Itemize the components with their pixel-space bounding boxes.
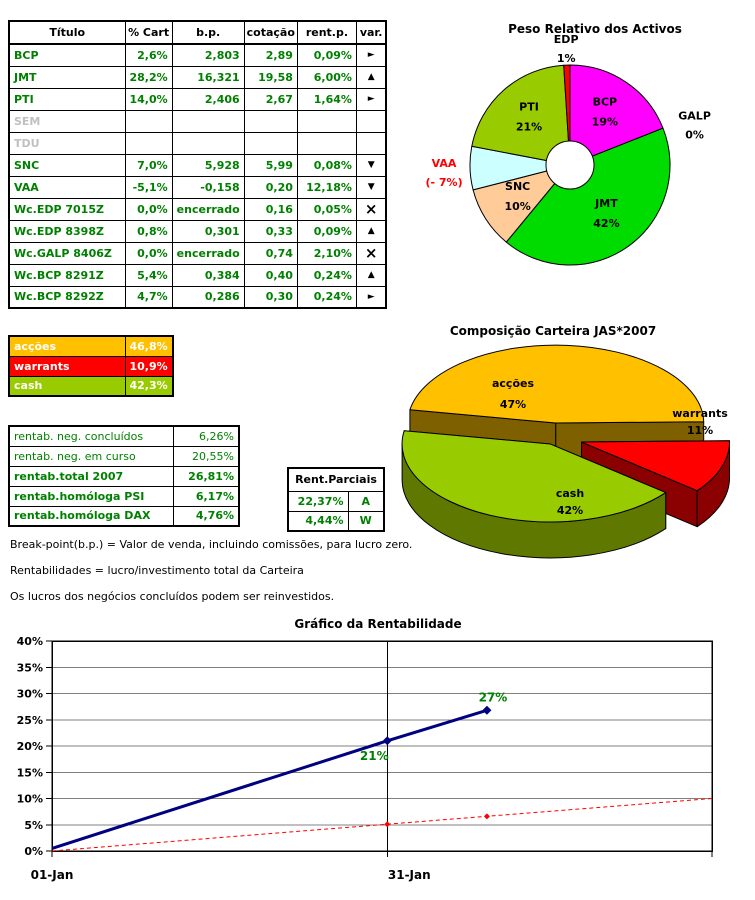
cell-titulo[interactable]: JMT bbox=[9, 66, 125, 88]
returns-label[interactable]: rentab.homóloga PSI bbox=[9, 486, 173, 506]
cell-rentp[interactable]: 1,64% bbox=[297, 88, 356, 110]
cell-titulo[interactable]: Wc.BCP 8291Z bbox=[9, 264, 125, 286]
cell-cotacao[interactable]: 2,67 bbox=[244, 88, 297, 110]
chart-text: 42% bbox=[556, 504, 584, 517]
chart-text: 31-Jan bbox=[387, 868, 431, 882]
chart-text: Peso Relativo dos Activos bbox=[508, 22, 682, 36]
donut-hole bbox=[546, 141, 594, 189]
cell-bp[interactable]: 2,406 bbox=[172, 88, 244, 110]
chart-text: GALP bbox=[678, 109, 711, 123]
returns-value[interactable]: 26,81% bbox=[173, 466, 239, 486]
returns-row bbox=[9, 426, 239, 446]
partial-returns-code[interactable]: W bbox=[348, 511, 384, 531]
portfolio-row-sem bbox=[9, 110, 386, 132]
cell-cotacao[interactable]: 5,99 bbox=[244, 154, 297, 176]
portfolio-row-tdu bbox=[9, 132, 386, 154]
allocation-value[interactable]: 46,8% bbox=[125, 336, 173, 356]
chart-text: 30% bbox=[16, 687, 43, 701]
note-lucros: Os lucros dos negócios concluídos podem ser reinvestidos. bbox=[10, 590, 335, 603]
cell-rentp[interactable]: 0,05% bbox=[297, 198, 356, 220]
header-titulo: Título bbox=[9, 21, 125, 44]
portfolio-row-bcp bbox=[9, 44, 386, 66]
cell-cotacao[interactable]: 0,74 bbox=[244, 242, 297, 264]
data-point-marker bbox=[384, 821, 390, 827]
cell-titulo[interactable]: TDU bbox=[9, 132, 125, 154]
allocation-label[interactable]: warrants bbox=[9, 356, 125, 376]
cell-cart[interactable]: -5,1% bbox=[125, 176, 172, 198]
cell-titulo[interactable]: Wc.BCP 8292Z bbox=[9, 286, 125, 308]
chart-text: 20% bbox=[16, 740, 43, 753]
cell-titulo[interactable]: Wc.EDP 7015Z bbox=[9, 198, 125, 220]
cell-bp[interactable]: 16,321 bbox=[172, 66, 244, 88]
partial-returns-row bbox=[288, 511, 384, 531]
header-cotacao: cotação bbox=[244, 21, 297, 44]
cell-bp[interactable]: 0,286 bbox=[172, 286, 244, 308]
returns-label[interactable]: rentab.homóloga DAX bbox=[9, 506, 173, 526]
chart-text: 47% bbox=[499, 398, 527, 411]
cell-cotacao[interactable] bbox=[244, 132, 297, 154]
cell-rentp[interactable] bbox=[297, 132, 356, 154]
allocation-row-warrants bbox=[9, 356, 173, 376]
cell-bp[interactable]: -0,158 bbox=[172, 176, 244, 198]
cell-rentp[interactable]: 0,09% bbox=[297, 220, 356, 242]
returns-value[interactable]: 4,76% bbox=[173, 506, 239, 526]
cell-cart[interactable]: 14,0% bbox=[125, 88, 172, 110]
data-point-marker bbox=[484, 813, 490, 819]
note-breakpoint: Break-point(b.p.) = Valor de venda, incluindo comissões, para lucro zero. bbox=[10, 538, 413, 551]
var-right-icon[interactable]: ► bbox=[356, 44, 386, 66]
var-x-icon[interactable]: × bbox=[356, 242, 386, 264]
allocation-label[interactable]: cash bbox=[9, 376, 125, 396]
series-rentabilidade-carteira[interactable] bbox=[52, 710, 487, 848]
returns-value[interactable]: 20,55% bbox=[173, 446, 239, 466]
chart-text: 15% bbox=[16, 766, 43, 780]
cell-bp[interactable]: encerrado bbox=[172, 242, 244, 264]
cell-cart[interactable]: 0,8% bbox=[125, 220, 172, 242]
allocation-value[interactable]: 42,3% bbox=[125, 376, 173, 396]
returns-label[interactable]: rentab. neg. em curso bbox=[9, 446, 173, 466]
cell-titulo[interactable]: Wc.EDP 8398Z bbox=[9, 220, 125, 242]
chart-text: 0% bbox=[685, 128, 704, 142]
cell-bp[interactable]: 0,301 bbox=[172, 220, 244, 242]
partial-returns-value[interactable]: 22,37% bbox=[288, 491, 348, 511]
var-up-icon[interactable]: ▲ bbox=[356, 220, 386, 242]
portfolio-row-snc bbox=[9, 154, 386, 176]
chart-text: 01-Jan bbox=[30, 868, 74, 882]
line-chart-rentabilidade[interactable] bbox=[0, 610, 755, 900]
cell-cart[interactable]: 7,0% bbox=[125, 154, 172, 176]
cell-titulo[interactable]: Wc.GALP 8406Z bbox=[9, 242, 125, 264]
returns-value[interactable]: 6,26% bbox=[173, 426, 239, 446]
header-bp: b.p. bbox=[172, 21, 244, 44]
chart-text: 40% bbox=[16, 635, 43, 648]
chart-text: BCP bbox=[592, 95, 618, 109]
allocation-row-aces bbox=[9, 336, 173, 356]
partial-returns-value[interactable]: 4,44% bbox=[288, 511, 348, 531]
cell-cotacao[interactable]: 0,40 bbox=[244, 264, 297, 286]
chart-text: 25% bbox=[16, 713, 43, 727]
cell-rentp[interactable]: 0,08% bbox=[297, 154, 356, 176]
cell-bp[interactable] bbox=[172, 110, 244, 132]
header-rentp: rent.p. bbox=[297, 21, 356, 44]
chart-text: 0% bbox=[24, 845, 43, 858]
cell-cart[interactable] bbox=[125, 132, 172, 154]
cell-cotacao[interactable]: 2,89 bbox=[244, 44, 297, 66]
cell-rentp[interactable]: 0,09% bbox=[297, 44, 356, 66]
returns-value[interactable]: 6,17% bbox=[173, 486, 239, 506]
chart-text: Gráfico da Rentabilidade bbox=[294, 617, 462, 631]
cell-cotacao[interactable]: 19,58 bbox=[244, 66, 297, 88]
note-rentabilidades: Rentabilidades = lucro/investimento total da Carteira bbox=[10, 564, 304, 577]
chart-text: 27% bbox=[478, 690, 508, 705]
chart-text: 10% bbox=[16, 792, 43, 806]
cell-bp[interactable] bbox=[172, 132, 244, 154]
cell-bp[interactable]: 5,928 bbox=[172, 154, 244, 176]
cell-rentp[interactable]: 0,24% bbox=[297, 264, 356, 286]
cell-titulo[interactable]: BCP bbox=[9, 44, 125, 66]
returns-row bbox=[9, 466, 239, 486]
chart-text: cash bbox=[555, 487, 585, 500]
allocation-value[interactable]: 10,9% bbox=[125, 356, 173, 376]
cell-titulo[interactable]: SEM bbox=[9, 110, 125, 132]
var-right-icon[interactable]: ► bbox=[356, 286, 386, 308]
partial-returns-row bbox=[288, 491, 384, 511]
var-up-icon[interactable]: ▲ bbox=[356, 66, 386, 88]
pie-chart-composicao-carteira[interactable] bbox=[380, 315, 755, 605]
chart-text: warrants bbox=[672, 407, 728, 420]
data-point-marker bbox=[482, 706, 491, 715]
var-x-icon[interactable]: × bbox=[356, 198, 386, 220]
var-empty[interactable] bbox=[356, 132, 386, 154]
chart-text: SNC bbox=[505, 180, 531, 194]
cell-cart[interactable] bbox=[125, 110, 172, 132]
returns-row bbox=[9, 486, 239, 506]
chart-text: 21% bbox=[515, 120, 543, 134]
cell-cart[interactable]: 4,7% bbox=[125, 286, 172, 308]
cell-rentp[interactable]: 12,18% bbox=[297, 176, 356, 198]
portfolio-table[interactable] bbox=[8, 20, 387, 309]
cell-titulo[interactable]: PTI bbox=[9, 88, 125, 110]
cell-cotacao[interactable]: 0,33 bbox=[244, 220, 297, 242]
var-down-icon[interactable]: ▼ bbox=[356, 176, 386, 198]
portfolio-row-wc-bcp-8291z bbox=[9, 264, 386, 286]
allocation-label[interactable]: acções bbox=[9, 336, 125, 356]
cell-cart[interactable]: 2,6% bbox=[125, 44, 172, 66]
chart-text: Composição Carteira JAS*2007 bbox=[449, 324, 657, 338]
portfolio-row-wc-galp-8406z bbox=[9, 242, 386, 264]
cell-rentp[interactable]: 2,10% bbox=[297, 242, 356, 264]
chart-text: 5% bbox=[24, 818, 43, 832]
portfolio-row-pti bbox=[9, 88, 386, 110]
cell-cart[interactable]: 28,2% bbox=[125, 66, 172, 88]
chart-text: 11% bbox=[686, 424, 714, 437]
cell-cotacao[interactable]: 0,20 bbox=[244, 176, 297, 198]
portfolio-row-vaa bbox=[9, 176, 386, 198]
cell-cotacao[interactable]: 0,16 bbox=[244, 198, 297, 220]
cell-cotacao[interactable]: 0,30 bbox=[244, 286, 297, 308]
chart-text: 10% bbox=[504, 200, 531, 214]
var-right-icon[interactable]: ► bbox=[356, 88, 386, 110]
partial-returns-table[interactable] bbox=[287, 467, 385, 532]
returns-table[interactable] bbox=[8, 425, 240, 527]
chart-text: acções bbox=[491, 377, 535, 390]
pie-chart-peso-relativo[interactable] bbox=[400, 10, 755, 300]
portfolio-row-wc-edp-7015z bbox=[9, 198, 386, 220]
returns-label[interactable]: rentab.total 2007 bbox=[9, 466, 173, 486]
allocation-row-cash bbox=[9, 376, 173, 396]
portfolio-row-wc-edp-8398z bbox=[9, 220, 386, 242]
data-point-marker bbox=[383, 736, 392, 745]
cell-titulo[interactable]: SNC bbox=[9, 154, 125, 176]
var-down-icon[interactable]: ▼ bbox=[356, 154, 386, 176]
var-up-icon[interactable]: ▲ bbox=[356, 264, 386, 286]
portfolio-header-row bbox=[9, 21, 386, 44]
cell-cotacao[interactable] bbox=[244, 110, 297, 132]
chart-text: VAA bbox=[431, 156, 457, 170]
cell-cart[interactable]: 0,0% bbox=[125, 198, 172, 220]
cell-bp[interactable]: encerrado bbox=[172, 198, 244, 220]
returns-row bbox=[9, 506, 239, 526]
header-cart: % Cart bbox=[125, 21, 172, 44]
cell-bp[interactable]: 0,384 bbox=[172, 264, 244, 286]
header-var: var. bbox=[356, 21, 386, 44]
returns-row bbox=[9, 446, 239, 466]
chart-text: 21% bbox=[359, 748, 389, 763]
chart-text: EDP bbox=[553, 33, 579, 47]
chart-text: PTI bbox=[519, 100, 539, 114]
cell-rentp[interactable] bbox=[297, 110, 356, 132]
cell-rentp[interactable]: 6,00% bbox=[297, 66, 356, 88]
cell-bp[interactable]: 2,803 bbox=[172, 44, 244, 66]
returns-label[interactable]: rentab. neg. concluídos bbox=[9, 426, 173, 446]
portfolio-row-jmt bbox=[9, 66, 386, 88]
cell-cart[interactable]: 0,0% bbox=[125, 242, 172, 264]
chart-text: 19% bbox=[591, 115, 619, 129]
cell-rentp[interactable]: 0,24% bbox=[297, 286, 356, 308]
cell-titulo[interactable]: VAA bbox=[9, 176, 125, 198]
cell-cart[interactable]: 5,4% bbox=[125, 264, 172, 286]
portfolio-row-wc-bcp-8292z bbox=[9, 286, 386, 308]
chart-text: 35% bbox=[16, 661, 43, 675]
partial-returns-title: Rent.Parciais bbox=[288, 468, 384, 491]
chart-text: 1% bbox=[556, 52, 576, 66]
chart-text: 42% bbox=[593, 217, 620, 231]
allocation-table[interactable] bbox=[8, 335, 174, 397]
partial-returns-code[interactable]: A bbox=[348, 491, 384, 511]
chart-text: JMT bbox=[595, 197, 618, 211]
var-empty[interactable] bbox=[356, 110, 386, 132]
chart-text: (- 7%) bbox=[425, 175, 463, 189]
